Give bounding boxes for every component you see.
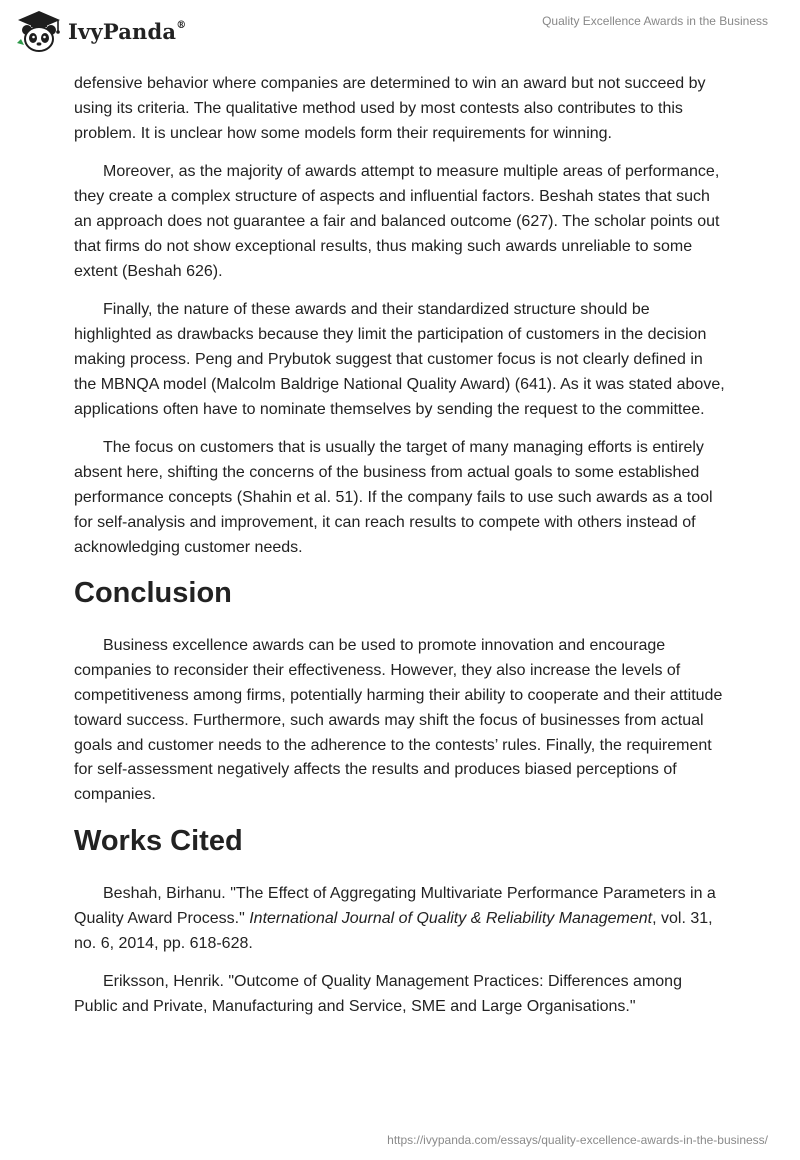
ivypanda-logo[interactable] (15, 9, 186, 53)
journal-title: International Journal of Quality & Reliability Management (249, 909, 653, 927)
citation-entry: Beshah, Birhanu. "The Effect of Aggregating Multivariate Performance Parameters in a Quality Award Process." International Journal of Quality & Reliability Management, vol. 31, no. 6, 2014, pp. 618-628. (74, 884, 716, 952)
conclusion-paragraph: Business excellence awards can be used to promote innovation and encourage companies to reconsider their effectiveness. However, they also increase the levels of competitiveness among firms, potentially harming their ability to cooperate and their attitude toward success. Furthermore, such awards may shift the focus of businesses from actual goals and customer needs to the adherence to the contests’ rules. Finally, the requirement for self-assessment negatively affects the results and produces biased perceptions of companies. (74, 637, 723, 804)
document-title: Quality Excellence Awards in the Business (542, 14, 768, 28)
body-paragraph: Finally, the nature of these awards and their standardized structure should be highlighted as drawbacks because they limit the participation of customers in the decision making process. Peng and Prybutok suggest that customer focus is not clearly defined in the MBNQA model (Malcolm Baldrige National Quality Award) (641). As it was stated above, applications often have to nominate themselves by sending the request to the committee. (74, 301, 725, 418)
registered-mark: ® (176, 19, 187, 31)
brand-name: IvyPanda® (68, 18, 187, 44)
body-paragraph: The focus on customers that is usually the target of many managing efforts is entirely absent here, shifting the concerns of the business from actual goals to some established performance concepts (Shahin et al. 51). If the company fails to use such awards as a tool for self-analysis and improvement, it can reach results to compete with others instead of acknowledging customer needs. (74, 439, 713, 556)
panda-graduate-icon (15, 9, 63, 53)
conclusion-heading: Conclusion (74, 577, 232, 610)
essay-body (74, 72, 726, 1034)
page-header (0, 0, 800, 68)
body-paragraph: Moreover, as the majority of awards attempt to measure multiple areas of performance, they create a complex structure of aspects and influential factors. Beshah states that such an approach does not guarantee a fair and balanced outcome (627). The scholar points out that firms do not show exceptional results, thus making such awards unreliable to some extent (Beshah 626). (74, 163, 720, 280)
citation-entry: Eriksson, Henrik. "Outcome of Quality Management Practices: Differences among Public and Private, Manufacturing and Service, SME and Large Organisations." (74, 973, 682, 1016)
body-paragraph: defensive behavior where companies are determined to win an award but not succeed by using its criteria. The qualitative method used by most contests also contributes to this problem. It is unclear how some models form their requirements for winning. (74, 75, 706, 142)
works-cited-heading: Works Cited (74, 824, 243, 857)
source-url[interactable]: https://ivypanda.com/essays/quality-excellence-awards-in-the-business/ (387, 1133, 768, 1147)
